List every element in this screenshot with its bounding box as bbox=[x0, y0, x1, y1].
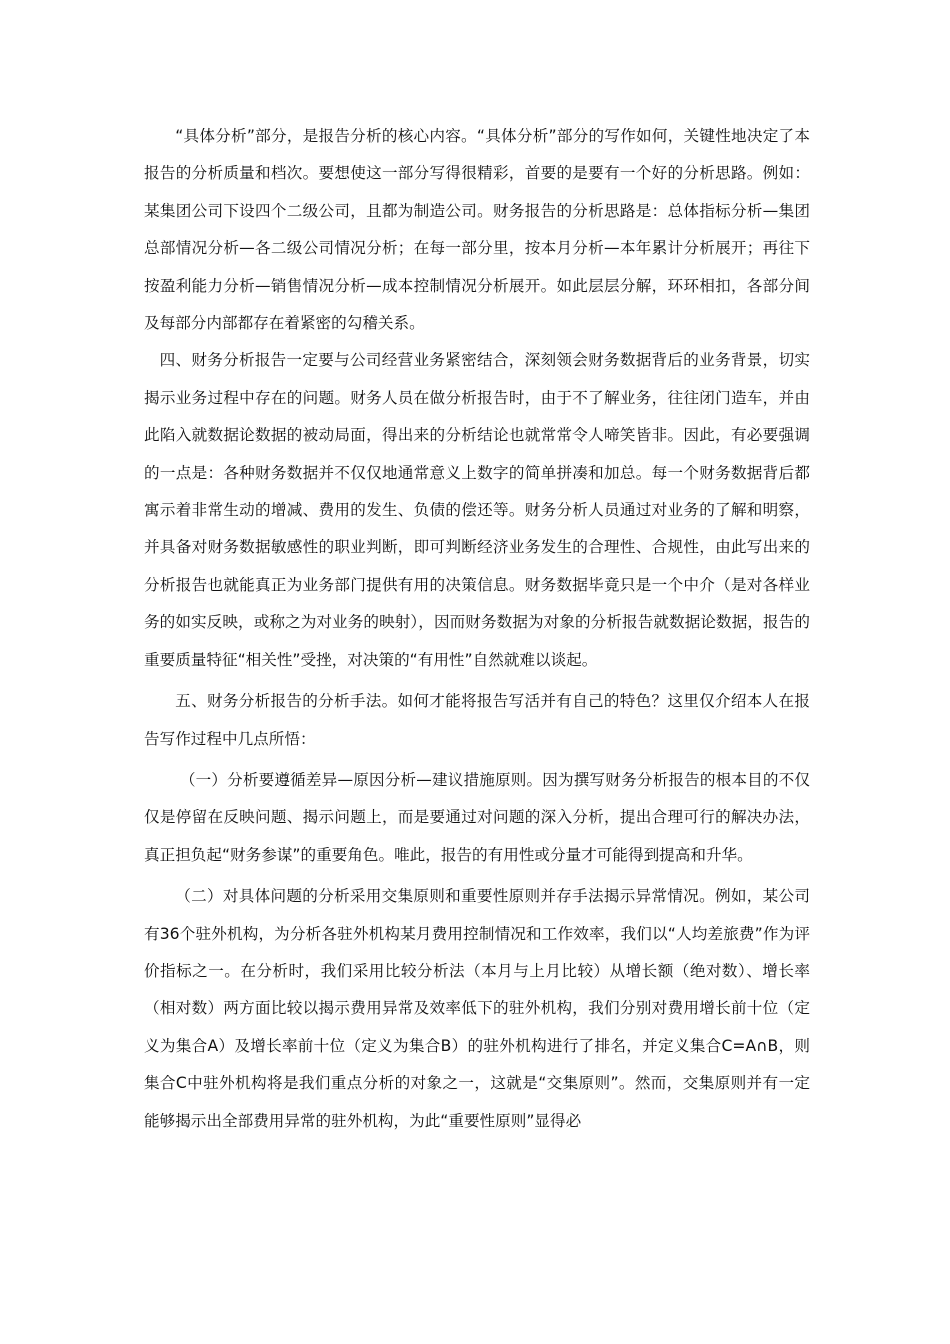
paragraph-specific-analysis: “具体分析”部分，是报告分析的核心内容。“具体分析”部分的写作如何，关键性地决定了本报告的分析质量和档次。要想使这一部分写得很精彩，首要的是要有一个好的分析思路。例如：某集团公司下设四个二级公司，且都为制造公司。财务报告的分析思路是：总体指标分析—集团总部情况分析—各二级公司情况分析；在每一部分里，按本月分析—本年累计分析展开；再往下按盈利能力分析—销售情况分析—成本控制情况分析展开。如此层层分解，环环相扣，各部分间及每部分内部都存在着紧密的勾稽关系。 bbox=[144, 127, 810, 333]
paragraph-item-one: （一）分析要遵循差异—原因分析—建议措施原则。因为撰写财务分析报告的根本目的不仅仅是停留在反映问题、揭示问题上，而是要通过对问题的深入分析，提出合理可行的解决办法，真正担负起“财务参谋”的重要角色。唯此，报告的有用性或分量才可能得到提高和升华。 bbox=[144, 770, 810, 864]
paragraph-section-five: 五、财务分析报告的分析手法。如何才能将报告写活并有自己的特色？这里仅介绍本人在报告写作过程中几点所悟： bbox=[144, 692, 810, 748]
paragraph-section-four: 四、财务分析报告一定要与公司经营业务紧密结合，深刻领会财务数据背后的业务背景，切实揭示业务过程中存在的问题。财务人员在做分析报告时，由于不了解业务，往往闭门造车，并由此陷入就数据论数据的被动局面，得出来的分析结论也就常常令人啼笑皆非。因此，有必要强调的一点是：各种财务数据并不仅仅地通常意义上数字的简单拼凑和加总。每一个财务数据背后都寓示着非常生动的增减、费用的发生、负债的偿还等。财务分析人员通过对业务的了解和明察，并具备对财务数据敏感性的职业判断，即可判断经济业务发生的合理性、合规性，由此写出来的分析报告也就能真正为业务部门提供有用的决策信息。财务数据毕竟只是一个中介（是对各样业务的如实反映，或称之为对业务的映射），因而财务数据为对象的分析报告就数据论数据，报告的重要质量特征“相关性”受挫，对决策的“有用性”自然就难以谈起。 bbox=[144, 351, 810, 669]
document-body bbox=[144, 118, 810, 1140]
paragraph-item-two: （二）对具体问题的分析采用交集原则和重要性原则并存手法揭示异常情况。例如，某公司有36个驻外机构，为分析各驻外机构某月费用控制情况和工作效率，我们以“人均差旅费”作为评价指标之一。在分析时，我们采用比较分析法（本月与上月比较）从增长额（绝对数）、增长率（相对数）两方面比较以揭示费用异常及效率低下的驻外机构，我们分别对费用增长前十位（定义为集合A）及增长率前十位（定义为集合B）的驻外机构进行了排名，并定义集合C=A∩B，则集合C中驻外机构将是我们重点分析的对象之一，这就是“交集原则”。然而，交集原则并有一定能够揭示出全部费用异常的驻外机构，为此“重要性原则”显得必 bbox=[144, 887, 810, 1130]
